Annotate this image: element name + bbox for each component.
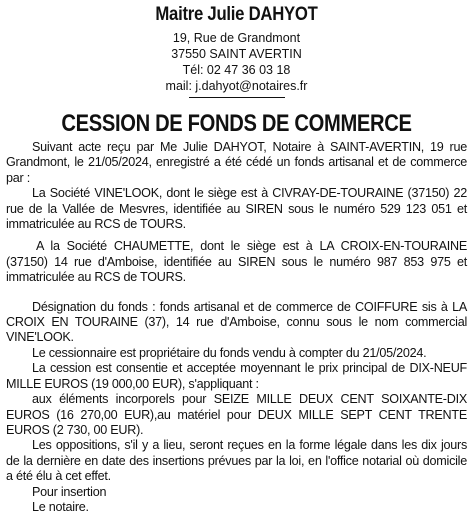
spacer — [6, 286, 467, 300]
divider — [189, 97, 285, 98]
paragraph-designation: Désignation du fonds : fonds artisanal et de commerce de COIFFURE sis à LA CROIX EN TOURAINE (37), 14 rue d'Amboise, connu sous le nom commercial VINE'LOOK. — [6, 299, 467, 345]
paragraph-buyer: A la Société CHAUMETTE, dont le siège est à LA CROIX-EN-TOURAINE (37150) 14 rue d'Amboise, identifiée au SIREN sous le numéro 987 853 975 et immatriculée au RCS de TOURS. — [6, 239, 467, 285]
notice-title: CESSION DE FONDS DE COMMERCE — [61, 110, 412, 137]
paragraph-price: La cession est consentie et acceptée moyennant le prix principal de DIX-NEUF MILLE EUROS (19 000,00 EUR), s'appliquant : — [6, 361, 467, 391]
notary-address — [6, 30, 467, 94]
paragraph-ownership: Le cessionnaire est propriétaire du fonds vendu à compter du 21/05/2024. — [32, 345, 427, 360]
notary-name: Maitre Julie DAHYOT — [155, 4, 318, 25]
paragraph-breakdown: aux éléments incorporels pour SEIZE MILLE DEUX CENT SOIXANTE-DIX EUROS (16 270,00 EUR),au matériel pour DEUX MILLE SEPT CENT TRENTE EUROS (2 730, 00 EUR). — [6, 392, 467, 437]
address-email: mail: j.dahyot@notaires.fr — [165, 79, 308, 93]
closing-insertion: Pour insertion — [32, 484, 107, 499]
address-street: 19, Rue de Grandmont — [172, 31, 301, 45]
closing-signature: Le notaire. — [32, 499, 89, 514]
spacer — [6, 232, 467, 239]
legal-notice — [0, 4, 473, 514]
paragraph-deed: Suivant acte reçu par Me Julie DAHYOT, Notaire à SAINT-AVERTIN, 19 rue Grandmont, le 21/05/2024, enregistré a été cédé un fonds artisanal et de commerce par : — [6, 140, 467, 185]
paragraph-oppositions: Les oppositions, s'il y a lieu, seront reçues en la forme légale dans les dix jours de la dernière en date des insertions prévues par la loi, en l'office notarial où domicile a été élu à cet effet. — [6, 438, 467, 484]
address-city: 37550 SAINT AVERTIN — [171, 47, 302, 61]
notice-body — [6, 140, 467, 515]
paragraph-seller: La Société VINE'LOOK, dont le siège est à CIVRAY-DE-TOURAINE (37150) 22 rue de la Vallée de Mesvres, identifiée au SIREN sous le numéro 529 123 051 et immatriculée au RCS de TOURS. — [6, 186, 467, 232]
address-phone: Tél: 02 47 36 03 18 — [182, 63, 291, 77]
